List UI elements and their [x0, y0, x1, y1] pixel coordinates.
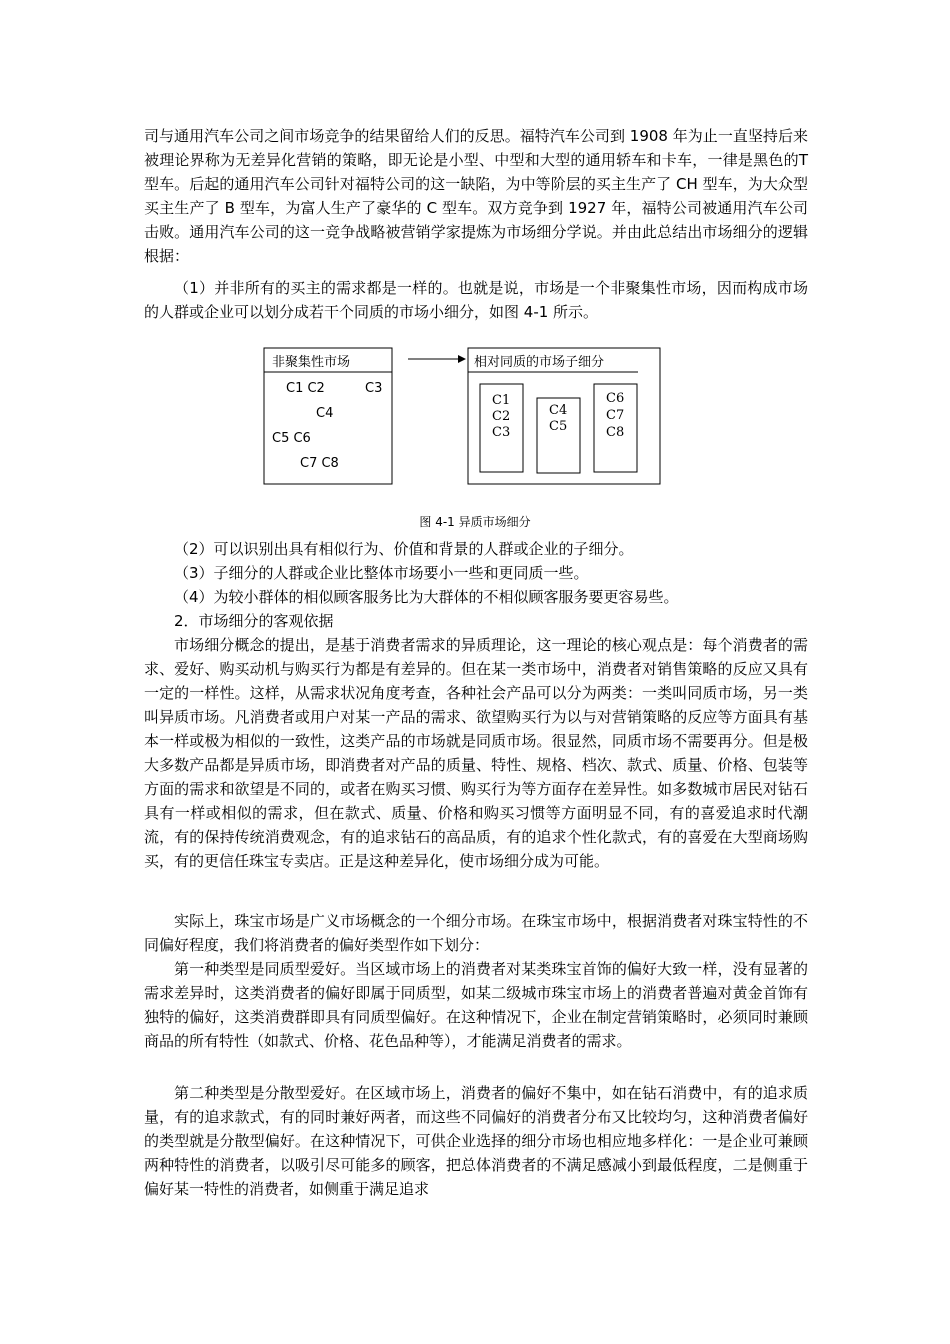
market-segmentation-diagram — [262, 346, 664, 486]
point-3: （3）子细分的人群或企业比整体市场要小一些和更同质一些。 — [174, 564, 589, 582]
arrow-head-icon — [458, 355, 466, 363]
right-box-title: 相对同质的市场子细分 — [474, 355, 605, 370]
section-heading-2: 2．市场细分的客观依据 — [174, 612, 334, 630]
segment-3-item-3: C8 — [606, 425, 625, 440]
segment-2-item-1: C4 — [549, 403, 568, 418]
paragraph-intro: 司与通用汽车公司之间市场竞争的结果留给人们的反思。福特汽车公司到 1908 年为止一直坚持后来被理论界称为无差异化营销的策略，即无论是小型、中型和大型的通用轿车和卡车，一律是黑色的T型车。后起的通用汽车公司针对福特公司的这一缺陷，为中等阶层的买主生产了 CH 型车，为大众型买主生产了 B 型车，为富人生产了豪华的 C 型车。双方竞争到 1927 年，福特公司被通用汽车公司击败。通用汽车公司的这一竞争战略被营销学家提炼为市场细分学说。并由此总结出市场细分的逻辑根据： — [144, 127, 808, 265]
left-row-1a: C1 C2 — [286, 381, 325, 396]
segment-3-item-1: C6 — [606, 391, 625, 406]
segment-1-item-2: C2 — [492, 409, 511, 424]
left-row-4: C7 C8 — [300, 456, 339, 471]
segment-1-item-3: C3 — [492, 425, 511, 440]
segment-2-item-2: C5 — [549, 419, 568, 434]
paragraph-homogeneous-preference: 第一种类型是同质型爱好。当区域市场上的消费者对某类珠宝首饰的偏好大致一样，没有显著的需求差异时，这类消费者的偏好即属于同质型，如某二级城市珠宝市场上的消费者普遍对黄金首饰有独特的偏好，这类消费群即具有同质型偏好。在这种情况下，企业在制定营销策略时，必须同时兼顾商品的所有特性（如款式、价格、花色品种等），才能满足消费者的需求。 — [144, 960, 808, 1050]
paragraph-heterogeneity: 市场细分概念的提出，是基于消费者需求的异质理论，这一理论的核心观点是：每个消费者的需求、爱好、购买动机与购买行为都是有差异的。但在某一类市场中，消费者对销售策略的反应又具有一定的一样性。这样，从需求状况角度考查，各种社会产品可以分为两类：一类叫同质市场，另一类叫异质市场。凡消费者或用户对某一产品的需求、欲望购买行为以与对营销策略的反应等方面具有基本一样或极为相似的一致性，这类产品的市场就是同质市场。很显然，同质市场不需要再分。但是极大多数产品都是异质市场，即消费者对产品的质量、特性、规格、档次、款式、质量、价格、包装等方面的需求和欲望是不同的，或者在购买习惯、购买行为等方面存在差异性。如多数城市居民对钻石具有一样或相似的需求，但在款式、质量、价格和购买习惯等方面明显不同，有的喜爱追求时代潮流，有的保持传统消费观念，有的追求钻石的高品质，有的追求个性化款式，有的喜爱在大型商场购买，有的更信任珠宝专卖店。正是这种差异化，使市场细分成为可能。 — [144, 636, 808, 870]
paragraph-dispersed-preference: 第二种类型是分散型爱好。在区域市场上，消费者的偏好不集中，如在钻石消费中，有的追求质量，有的追求款式，有的同时兼好两者，而这些不同偏好的消费者分布又比较均匀，这种消费者偏好的类型就是分散型偏好。在这种情况下，可供企业选择的细分市场也相应地多样化：一是企业可兼顾两种特性的消费者，以吸引尽可能多的顾客，把总体消费者的不满足感减小到最低程度，二是侧重于偏好某一特性的消费者，如侧重于满足追求 — [144, 1084, 808, 1198]
segment-3-item-2: C7 — [606, 408, 625, 423]
point-1: （1）并非所有的买主的需求都是一样的。也就是说，市场是一个非聚集性市场，因而构成市场的人群或企业可以划分成若干个同质的市场小细分，如图 4-1 所示。 — [144, 279, 808, 321]
left-row-1b: C3 — [365, 381, 383, 396]
figure-4-1 — [262, 346, 664, 486]
left-row-3: C5 C6 — [272, 431, 311, 446]
left-box-title: 非聚集性市场 — [272, 355, 351, 370]
point-2: （2）可以识别出具有相似行为、价值和背景的人群或企业的子细分。 — [174, 540, 634, 558]
paragraph-jewelry-market: 实际上，珠宝市场是广义市场概念的一个细分市场。在珠宝市场中，根据消费者对珠宝特性的不同偏好程度，我们将消费者的偏好类型作如下划分： — [144, 912, 808, 954]
figure-caption: 图 4-1 异质市场细分 — [419, 515, 531, 529]
segment-1-item-1: C1 — [492, 393, 511, 408]
left-row-2: C4 — [316, 406, 334, 421]
point-4: （4）为较小群体的相似顾客服务比为大群体的不相似顾客服务要更容易些。 — [174, 588, 679, 606]
